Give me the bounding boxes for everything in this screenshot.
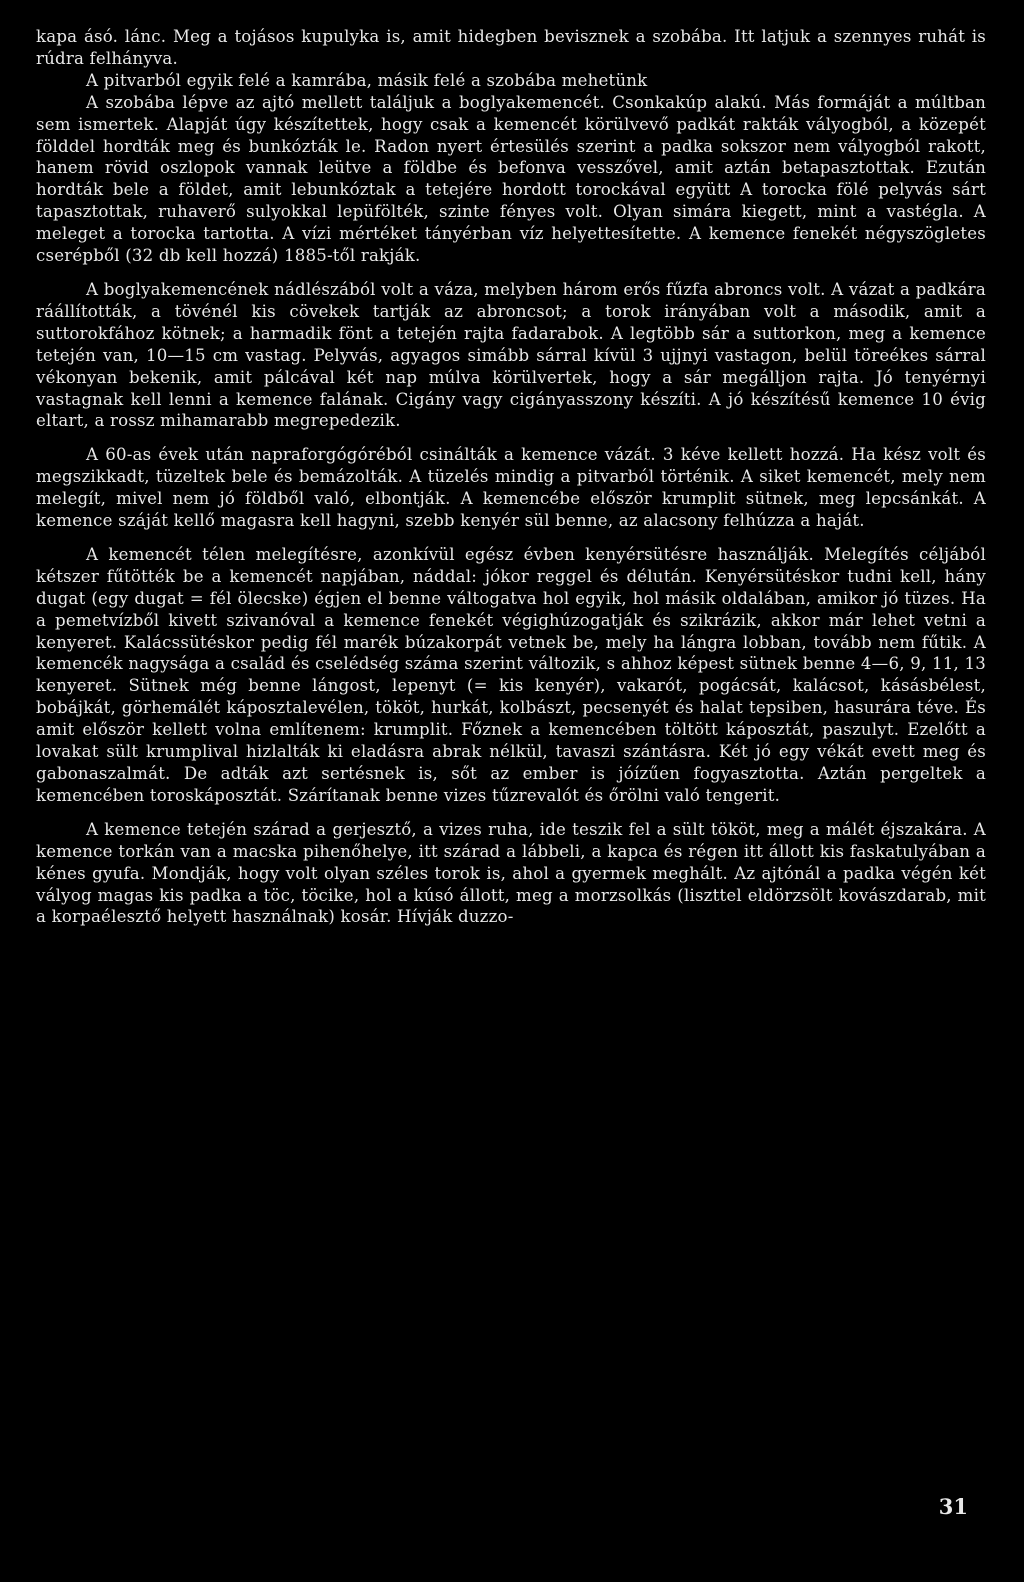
paragraph: A pitvarból egyik felé a kamrába, másik felé a szobába mehetünk [86, 70, 648, 90]
paragraph: A 60-as évek után napraforgógóréból csinálták a kemence vázát. 3 kéve kellett hozzá. Ha kész volt és megszikkadt, tüzeltek bele és bemázolták. A tüzelés mindig a pitvarból történik. A siket kemencét, mely nem melegít, mivel nem jó földből való, elbontják. A kemencébe először krumplit sütnek, meg lepcsánkát. A kemence száját kellő magasra kell hagyni, szebb kenyér sül benne, az alacsony felhúzza a haját. [36, 445, 986, 531]
paragraph: kapa ásó. lánc. Meg a tojásos kupulyka is, amit hidegben bevisznek a szobába. Itt latjuk a szennyes ruhát is rúdra felhányva. [36, 27, 986, 68]
paragraph: A szobába lépve az ajtó mellett találjuk a boglyakemencét. Csonkakúp alakú. Más formáját a múltban sem ismertek. Alapját úgy készítettek, hogy csak a kemencét körülvevő padkát rakták vályogból, a közepét földdel hordták meg és bunkózták le. Radon nyert értesülés szerint a padka sokszor nem vályogból rakott, hanem rövid oszlopok vannak leütve a földbe és befonva vesszővel, amit aztán betapasztottak. Ezután hordták bele a földet, amit lebunkóztak a tetejére hordott torockával együtt A torocka fölé pelyvás sárt tapasztottak, ruhaverő sulyokkal lepüfölték, szinte fényes volt. Olyan simára kiegett, mint a vastégla. A meleget a torocka tartotta. A vízi mértéket tányérban víz helyettesítette. A kemence fenekét négyszögletes cserépből (32 db kell hozzá) 1885-től rakják. [36, 92, 986, 266]
paragraph: A kemencét télen melegítésre, azonkívül egész évben kenyérsütésre használják. Melegítés céljából kétszer fűtötték be a kemencét napjában, náddal: jókor reggel és délután. Kenyérsütéskor tudni kell, hány dugat (egy dugat = fél ölecske) égjen el benne váltogatva hol egyik, hol másik oldalában, amikor jó tüzes. Ha a pemetvízből kivett szivanóval a kemence fenekét végighúzogatják és szikrázik, akkor már lehet vetni a kenyeret. Kalácssütéskor pedig fél marék búzakorpát vetnek be, mely ha lángra lobban, tovább nem fűtik. A kemencék nagysága a család és cselédség száma szerint változik, s ahhoz képest sütnek benne 4—6, 9, 11, 13 kenyeret. Sütnek még benne lángost, lepenyt (= kis kenyér), vakarót, pogácsát, kalácsot, kásásbélest, bobájkát, görhemálét káposztalevélen, tököt, hurkát, kolbászt, pecsenyét és halat tepsiben, hasurára téve. És amit először kellett volna említenem: krumplit. Főznek a kemencében töltött káposztát, paszulyt. Ezelőtt a lovakat sült krumplival hizlalták ki eladásra abrak nélkül, tavaszi szántásra. Két jó egy vékát evett meg és gabonaszalmát. De adták azt sertésnek is, sőt az ember is jóízűen fogyasztotta. Aztán pergeltek a kemencében toroskáposztát. Szárítanak benne vizes tűzrevalót és őrölni való tengerit. [36, 544, 986, 805]
paragraph: A kemence tetején szárad a gerjesztő, a vizes ruha, ide teszik fel a sült tököt, meg a málét éjszakára. A kemence torkán van a macska pihenőhelye, itt szárad a lábbeli, a kapca és régen itt állott kis faskatulyában a kénes gyufa. Mondják, hogy volt olyan széles torok is, ahol a gyermek meghált. Az ajtónál a padka végén két vályog magas kis padka a töc, töcike, hol a kúsó állott, meg a morzsolkás (liszttel eldörzsölt kovászdarab, mit a korpaélesztő helyett használnak) kosár. Hívják duzzo- [36, 819, 986, 927]
body-text [36, 26, 986, 928]
paragraph: A boglyakemencének nádlészából volt a váza, melyben három erős fűzfa abroncs volt. A vázat a padkára ráállították, a tövénél kis cövekek tartják az abroncsot; a torok irányában volt a második, amit a suttorokfához kötnek; a harmadik fönt a tetején rajta fadarabok. A legtöbb sár a suttorkon, meg a kemence tetején van, 10—15 cm vastag. Pelyvás, agyagos simább sárral kívül 3 ujjnyi vastagon, belül töreékes sárral vékonyan bekenik, amit pálcával két nap múlva körülvertek, hogy a sár megálljon rajta. Jó tenyérnyi vastagnak kell lenni a kemence falának. Cigány vagy cigányasszony készíti. A jó készítésű kemence 10 évig eltart, a rossz mihamarabb megrepedezik. [36, 279, 986, 431]
page-number: 31 [938, 1494, 968, 1519]
